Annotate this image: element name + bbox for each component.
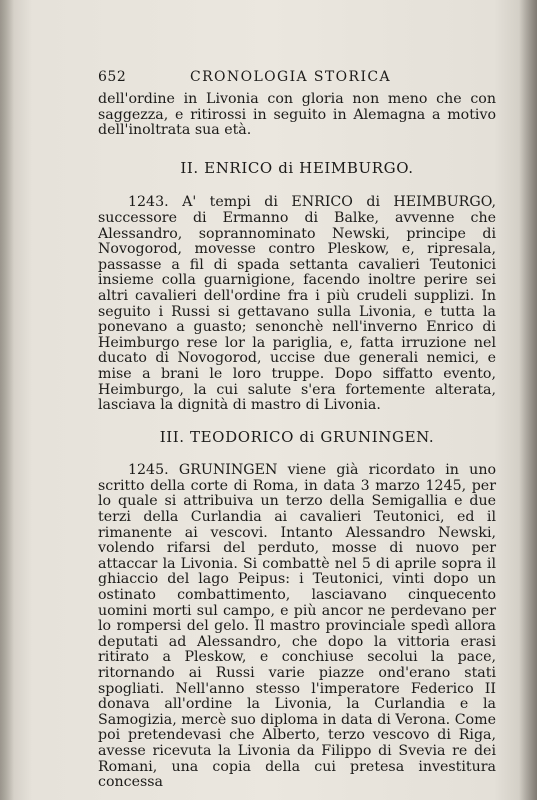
section-paragraph-enrico: 1243. A' tempi di ENRICO di HEIMBURGO, successore di Ermanno di Balke, avvenne che Alessandro, soprannominato Newski, principe di Novogorod, movesse contro Pleskow, e, ripresala, passasse a fil di spada settanta cavalieri Teutonici insieme colla guarnigione, facendo inoltre perire sei altri cavalieri dell'ordine fra i più crudeli supplizi. In seguito i Russi si gettavano sulla Livonia, e tutta la ponevano a guasto; senonchè nell'inverno Enrico di Heimburgo rese lor la pariglia, e, fatta irruzione nel ducato di Novogorod, uccise due generali nemici, e mise a brani le loro truppe. Dopo siffatto evento, Heimburgo, la cui salute s'era fortemente alterata, lasciava la dignità di mastro di Livonia. (98, 194, 496, 414)
page-edge-shadow (519, 0, 537, 800)
running-header (98, 70, 496, 92)
section-heading-teodorico: III. TEODORICO di GRUNINGEN. (159, 427, 435, 446)
running-title: CRONOLOGIA STORICA (190, 69, 392, 85)
section-paragraph-teodorico: 1245. GRUNINGEN viene già ricordato in uno scritto della corte di Roma, in data 3 marzo 1245, per lo quale si attribuiva un terzo della Semigallia e due terzi della Curlandia ai cavalieri Teutonici, ed il rimanente ai vescovi. Intanto Alessandro Newski, volendo rifarsi del perduto, mosse di nuovo per attaccar la Livonia. Si combattè nel 5 di aprile sopra il ghiaccio del lago Peipus: i Teutonici, vinti dopo un ostinato combattimento, lasciavano cinquecento uomini morti sul campo, e più ancor ne perdevano per lo rompersi del gelo. Il mastro provinciale spedì allora deputati ad Alessandro, che dopo la vittoria erasi ritirato a Pleskow, e conchiuse secolui la pace, ritornando ai Russi varie piazze ond'erano stati spogliati. Nell'anno stesso l'imperatore Federico II donava all'ordine la Livonia, la Curlandia e la Samogizia, mercè suo diploma in data di Verona. Come poi pretendevasi che Alberto, terzo vescovo di Riga, avesse ricevuta la Livonia da Filippo di Svevia re dei Romani, una copia della cui pretesa investitura concessa (98, 462, 496, 791)
page-number: 652 (98, 69, 127, 85)
section-heading-enrico: II. ENRICO di HEIMBURGO. (180, 158, 414, 177)
page-text-block (98, 70, 496, 791)
binding-shadow (0, 0, 14, 800)
intro-paragraph: dell'ordine in Livonia con gloria non meno che con saggezza, e ritirossi in seguito in Alemagna a motivo dell'inoltrata sua età. (98, 91, 496, 139)
